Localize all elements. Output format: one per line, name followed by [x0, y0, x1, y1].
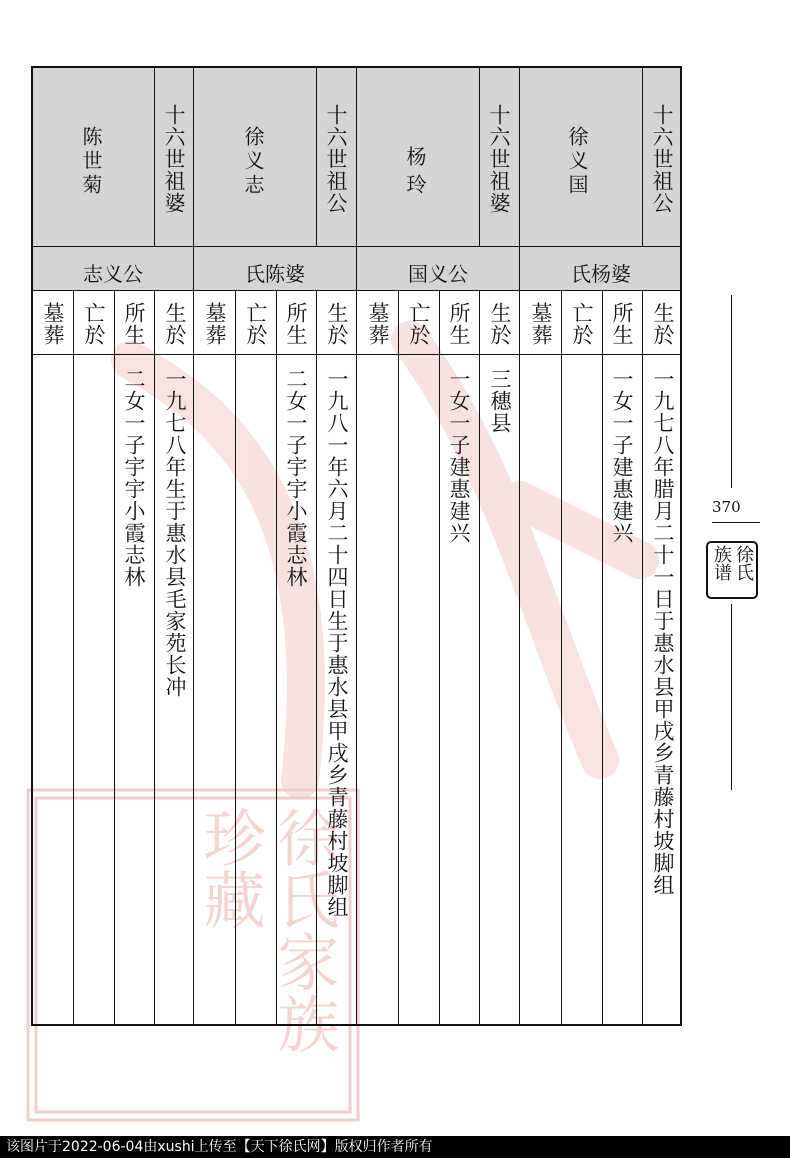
field-label-children: 所生 — [284, 302, 308, 346]
field-label-burial: 墓葬 — [203, 302, 227, 346]
birth-value: 三穗县 — [488, 368, 512, 434]
field-label-birth: 生於 — [325, 302, 349, 346]
genealogy-table — [31, 66, 682, 1026]
field-label-birth: 生於 — [488, 302, 512, 346]
children-value: 二女一子宇宇小霞志林 — [284, 368, 308, 588]
birth-value: 一九七八年腊月二十一日于惠水县甲戌乡青藤村坡脚组 — [651, 368, 675, 896]
spouse-title: 氏杨婆 — [571, 262, 631, 286]
field-label-death: 亡於 — [244, 302, 268, 346]
record-divider — [519, 68, 520, 1024]
record-divider — [193, 68, 194, 1024]
birth-value: 一九七八年生于惠水县毛家苑长冲 — [163, 368, 187, 698]
generation-label: 十六世祖公 — [650, 104, 674, 214]
record-divider — [356, 68, 357, 1024]
children-value: 一女一子建惠建兴 — [447, 368, 471, 544]
spouse-title: 志义公 — [83, 262, 143, 286]
header-cell-divider — [642, 68, 643, 246]
header-cell-divider — [316, 68, 317, 246]
header-cell-divider — [154, 68, 155, 246]
field-label-burial: 墓葬 — [529, 302, 553, 346]
upload-footer: 该图片于2022-06-04由xushi上传至【天下徐氏网】版权归作者所有 — [0, 1136, 790, 1158]
spouse-title: 国义公 — [408, 262, 468, 286]
generation-label: 十六世祖婆 — [162, 104, 186, 214]
page-number: 370 — [712, 498, 741, 516]
field-label-death: 亡於 — [407, 302, 431, 346]
book-logo: 徐氏族谱 — [706, 541, 758, 599]
birth-value: 一九八一年六月二十四日生于惠水县甲戌乡青藤村坡脚组 — [325, 368, 349, 918]
spouse-title: 氏陈婆 — [245, 262, 305, 286]
watermark-seal: 徐氏家族珍藏 — [193, 806, 340, 1054]
field-label-children: 所生 — [610, 302, 634, 346]
margin-rule-top — [731, 295, 732, 488]
field-label-birth: 生於 — [651, 302, 675, 346]
person-name: 徐义国 — [565, 126, 589, 198]
field-label-burial: 墓葬 — [41, 302, 65, 346]
person-name: 陈世菊 — [79, 126, 103, 198]
children-value: 二女一子宇宇小霞志林 — [122, 368, 146, 588]
generation-label: 十六世祖婆 — [487, 104, 511, 214]
field-label-children: 所生 — [447, 302, 471, 346]
page-number-rule — [712, 522, 760, 523]
person-name: 徐义志 — [241, 126, 265, 198]
field-label-death: 亡於 — [570, 302, 594, 346]
field-label-death: 亡於 — [82, 302, 106, 346]
field-label-birth: 生於 — [163, 302, 187, 346]
person-name: 杨玲 — [403, 146, 427, 202]
children-value: 一女一子建惠建兴 — [610, 368, 634, 544]
generation-label: 十六世祖公 — [324, 104, 348, 214]
field-label-children: 所生 — [122, 302, 146, 346]
field-label-burial: 墓葬 — [366, 302, 390, 346]
margin-rule-bottom — [731, 604, 732, 790]
header-cell-divider — [479, 68, 480, 246]
